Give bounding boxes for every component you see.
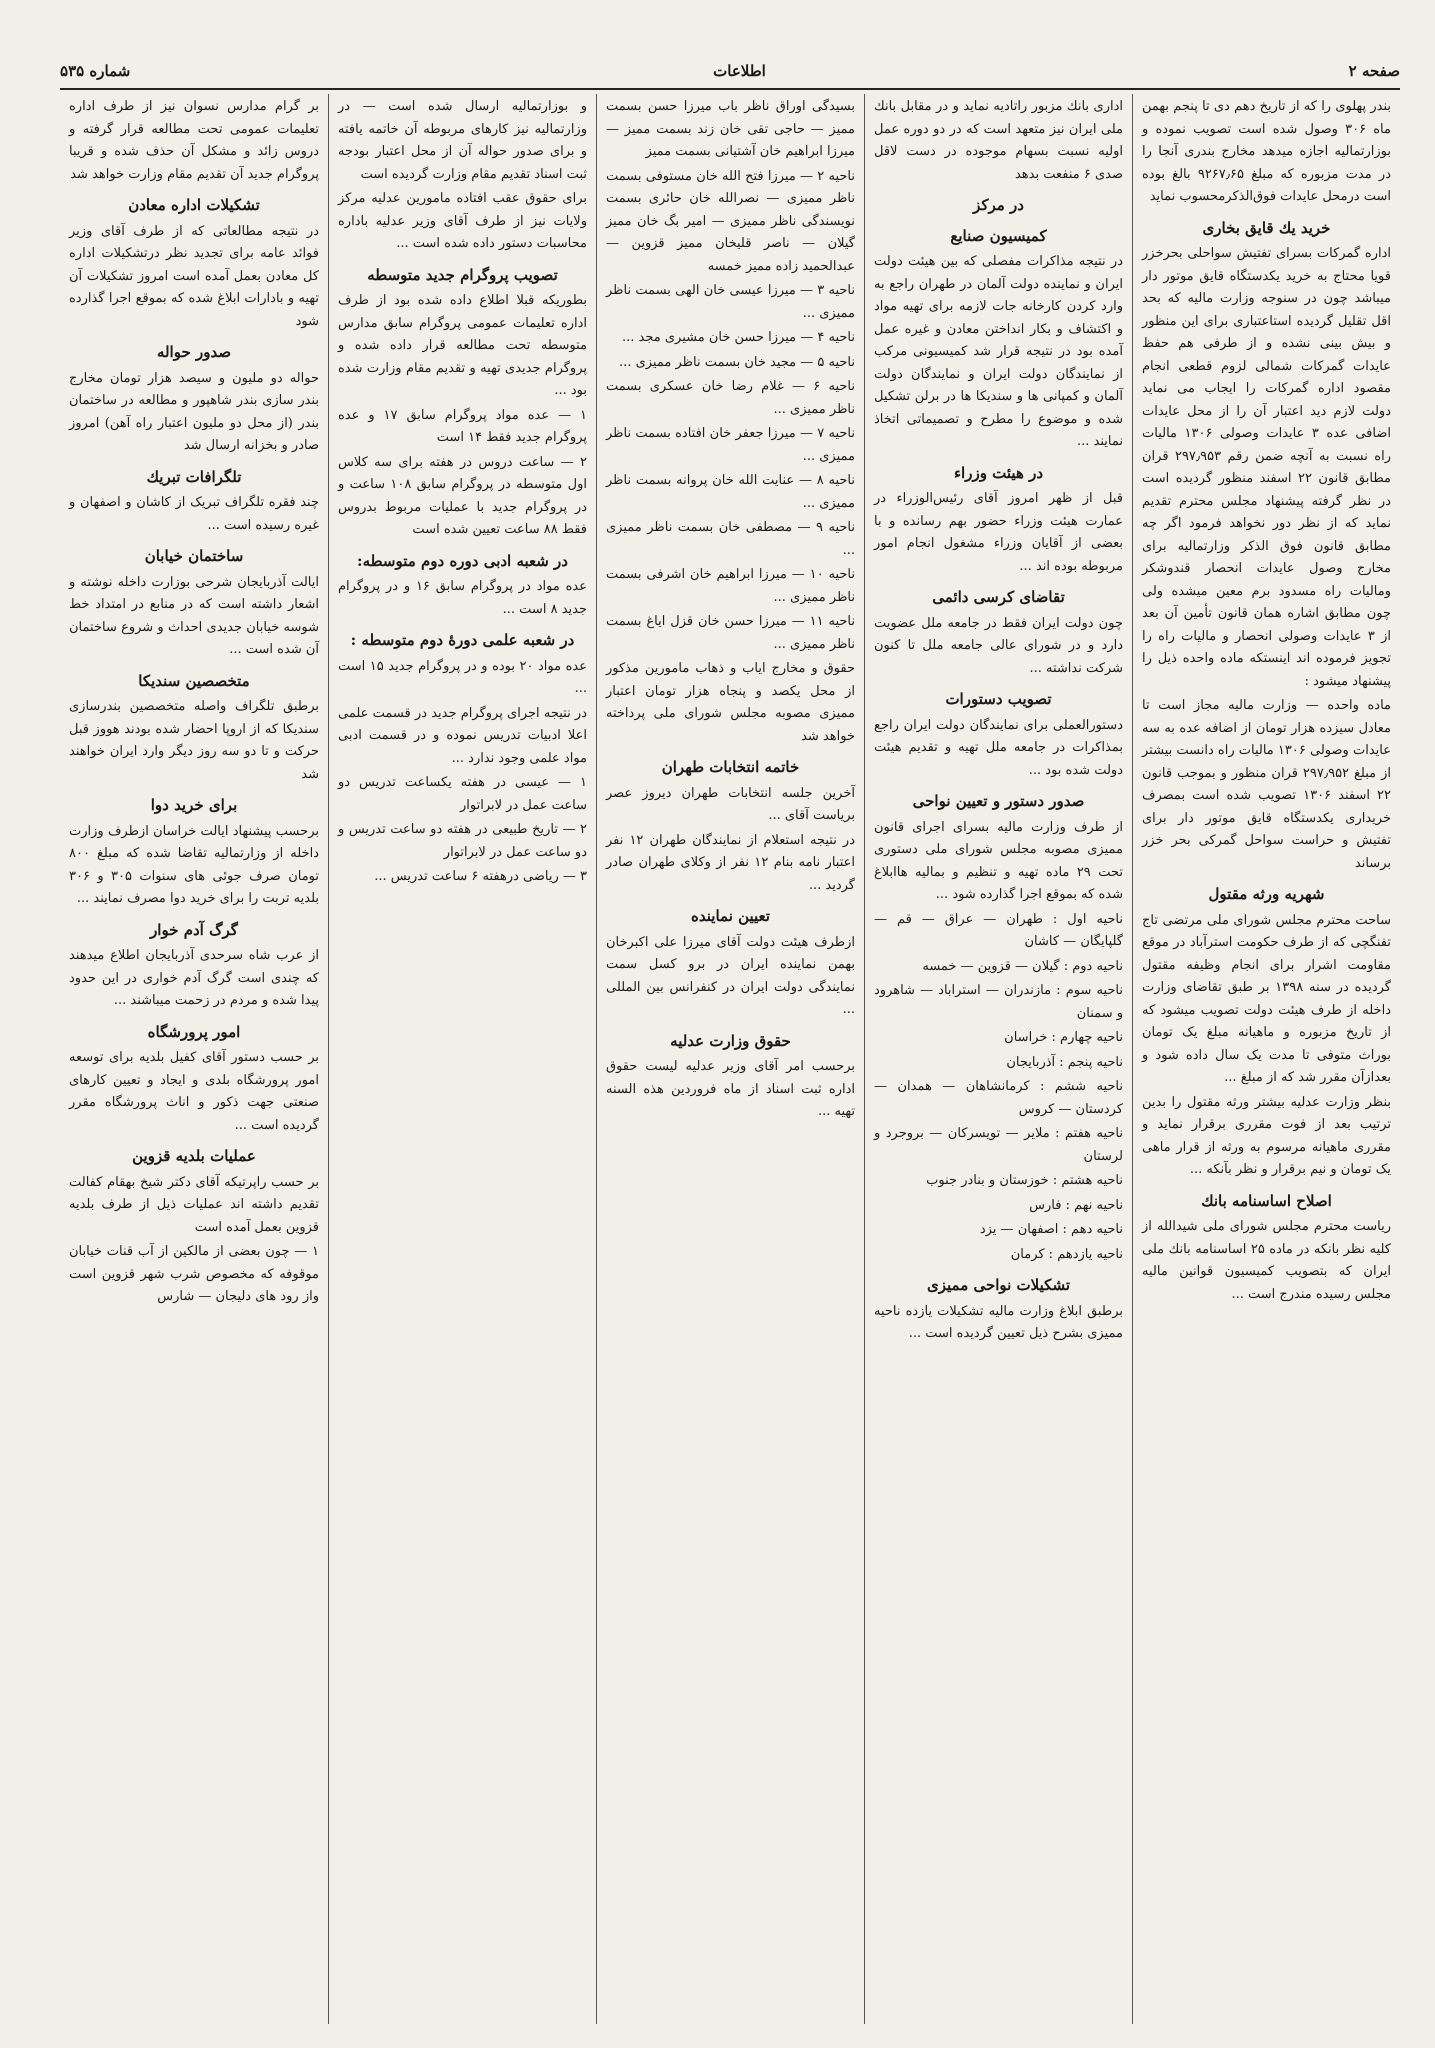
article-paragraph: از عرب شاه سرحدی آذربایجان اطلاع میدهند که چندی است گرگ آدم خواری در این حدود پیدا شده و مردم در زحمت میباشند ... xyxy=(69,948,319,1008)
column-2 xyxy=(864,94,1132,2024)
article-paragraph: بندر پهلوی را كه از تاریخ دهم دی تا پنجم بهمن ماه ۳۰۶ وصول شده است تصویب نموده و بوزارتمالیه اجازه میدهد مخارج بندری آنجا را در مدت مزبوره كه مبلغ ۹۲۶۷٫۶۵ بالغ بوده است درمحل عایدات فوق‌الذكرمحسوب نماید xyxy=(1142,99,1391,204)
column-3 xyxy=(596,94,864,2024)
article-paragraph: برحسب پیشنهاد ایالت خراسان ازطرف وزارت داخله از وزارتمالیه تقاضا شده که مبلغ ۸۰۰ تومان صرف جوئی های سنوات ۳۰۵ و ۳۰۶ بلدیه تربت را برای خرید دوا مصرف نمایند ... xyxy=(69,823,319,906)
article-paragraph: بر گرام مدارس نسوان نیز از طرف اداره تعلیمات عمومی تحت مطالعه قرار گرفته و دروس زائد و مشکل آن حذف شده و قریبا پروگرام جدید آن تقدیم مقام وزارت خواهد شد xyxy=(69,99,319,182)
article-paragraph: ناحیه سوم : مازندران — استراباد — شاهرود و سمنان xyxy=(874,983,1123,1021)
article-paragraph: ناحیه دهم : اصفهان — یزد xyxy=(979,1222,1123,1237)
article-paragraph: بسیدگی اوراق ناظر باب میرزا حسن بسمت ممیز — حاجی تقی خان زند بسمت ممیز — میرزا ابراهیم خان آشتیانی بسمت ممیز xyxy=(606,99,855,159)
article-paragraph: بر حسب دستور آقای کفیل بلدیه برای توسعه امور پرورشگاه بلدی و ایجاد و تعیین کارهای صنعتی جهت ذکور و اناث پرورشگاه مقرر گردیده است ... xyxy=(69,1050,319,1133)
article-heading: خرید یك قایق بخاری xyxy=(1202,218,1331,237)
article-heading: تشکیلات نواحی ممیزی xyxy=(927,1276,1070,1294)
columns-container xyxy=(60,94,1400,2024)
column-1 xyxy=(1132,94,1400,2024)
article-paragraph: ازطرف هیئت دولت آقای میرزا علی اکبرخان بهمن نماینده ایران در برو کسل سمت نمایندگی دولت ایران در کنفرانس بین المللی ... xyxy=(606,934,855,1017)
article-paragraph: از طرف وزارت مالیه بسرای اجرای قانون ممیزی مصوبه مجلس شورای ملی دستوری تحت ۲۹ ماده تهیه و تنظیم و بمالیه هاابلاغ شده که بموقع اجرا گذارده شود ... xyxy=(874,819,1123,902)
paper-title: اطلاعات xyxy=(713,62,766,80)
article-heading: در هیئت وزراء xyxy=(953,463,1043,482)
article-paragraph: ناحیه هشتم : خوزستان و بنادر جنوب xyxy=(926,1173,1123,1188)
article-heading: تعیین نماینده xyxy=(691,907,770,925)
article-paragraph: دستورالعملی برای نمایندگان دولت ایران راجع بمذاکرات در جامعه ملل تهیه و تقدیم هیئت دولت شده بود ... xyxy=(874,717,1123,778)
article-paragraph: ۲ — تاریخ طبیعی در هفته دو ساعت تدریس و دو ساعت عمل در لابراتوار xyxy=(338,822,587,860)
article-paragraph: ناحیه ۹ — مصطفی خان بسمت ناظر ممیزی ... xyxy=(606,520,855,558)
article-paragraph: ناحیه هفتم : ملایر — تویسرکان — بروجرد و لرستان xyxy=(874,1126,1123,1164)
article-heading: برای خرید دوا xyxy=(150,796,238,814)
article-paragraph: ناحیه ۸ — عنایت الله خان پروانه بسمت ناظر ممیزی ... xyxy=(606,473,855,511)
article-paragraph: در نتیجه مذاکرات مفصلی که بین هیئت دولت ایران و نماینده دولت آلمان در طهران راجع به وارد کردن کارخانه جات لازمه برای تهیه مواد و اکتشاف و بکار انداختن معادن و غیره عمل آمده بود در نتیجه قرار شد کمیسیونی مرکب از نمایندگان دولت ایران و نمایندگان دولت آلمان و کمپانی ها و سندیکا ها در برلن تشکیل شده و موضوع را مطرح و تصمیماتی اتخاذ نمایند ... xyxy=(874,254,1123,449)
article-heading: تصویب دستورات xyxy=(945,690,1052,708)
issue-number: شماره ۵۳۵ xyxy=(60,62,131,80)
article-paragraph: ناحیه پنجم : آذربایجان xyxy=(1006,1054,1123,1070)
article-heading: در شعبه علمی دورهٔ دوم متوسطه : xyxy=(350,631,575,649)
article-heading: در شعبه ادبی دوره دوم متوسطه: xyxy=(357,551,568,570)
article-paragraph: ۱ — عیسی در هفته یکساعت تدریس دو ساعت عمل در لابراتوار xyxy=(338,775,587,813)
article-heading: در مرکز xyxy=(973,196,1024,214)
article-paragraph: بر حسب راپرتیکه آقای دکتر شیخ بهقام کفالت تقدیم داشته اند عملیات ذیل از طرف بلدیه قزوین بعمل آمده است xyxy=(69,1174,319,1235)
article-paragraph: و بوزارتمالیه ارسال شده است — در وزارتمالیه نیز کارهای مربوطه آن خاتمه یافته و برای صدور حواله آن از محل اعتبار بودجه ثبت اسناد تقدیم مقام وزارت گردیده است xyxy=(338,99,587,182)
article-heading: عملیات بلدیه قزوین xyxy=(132,1147,256,1165)
article-paragraph: چون دولت ایران فقط در جامعه ملل عضویت دارد و در شورای عالی جامعه ملل تا کنون شرکت نداشته ... xyxy=(874,615,1123,676)
article-heading: تصویب پروگرام جدید متوسطه xyxy=(367,265,558,284)
article-paragraph: ناحیه ۳ — میرزا عیسی خان الهی بسمت ناظر ممیزی ... xyxy=(606,283,855,321)
article-heading: تقاضای کرسی دائمی xyxy=(932,588,1065,606)
article-paragraph: در نتیجه استعلام از نمایندگان طهران ۱۲ نفر اعتبار نامه بنام ۱۲ نفر از وکلای طهران صادر گردید ... xyxy=(606,832,855,893)
article-paragraph: ناحیه ۵ — مجید خان بسمت ناظر ممیزی ... xyxy=(619,354,855,370)
article-paragraph: ناحیه ۲ — میرزا فتح الله خان مستوفی بسمت ناظر ممیزی — نصرالله خان حائری بسمت نویسندگی ناظر ممیزی — امیر بگ خان ممیز گیلان — ناصر قلیخان ممیز قزوین — عبدالحمید زاده ممیز خمسه xyxy=(606,168,855,274)
article-heading: کمیسیون صنایع xyxy=(950,226,1047,245)
article-heading: گرگ آدم خوار xyxy=(150,920,238,939)
article-heading: حقوق وزارت عدلیه xyxy=(670,1031,791,1050)
column-4 xyxy=(328,94,596,2024)
article-paragraph: ساحت محترم مجلس شورای ملی مرتضی تاج تفنگچی که از طرف حکومت استرآباد در موقع مقاومت اشرار برای انجام وظیفه مقتول گردیده در سنه ۱۳۹۸ بر طبق تقاضای وزارت داخله از طرف هیئت دولت تصویب میشود که از تاریخ مزبوره و ماهیانه مبلغ یک تومان بوراث متوفی تا مدت یک سال داده شود و بعدازآن مقرر شد که از مبلغ ... xyxy=(1142,912,1391,1085)
article-paragraph: ناحیه ۶ — غلام رضا خان عسکری بسمت ناظر ممیزی ... xyxy=(606,379,855,417)
article-paragraph: برحسب امر آقای وزیر عدلیه لیست حقوق اداره ثبت اسناد از ماه فروردین هذه السنه تهیه ... xyxy=(606,1059,855,1119)
article-paragraph: اداره گمرکات بسرای تفتیش سواحلی بحرخزر قویا محتاج به خرید یکدستگاه قایق موتور دار میباشد چون در سنوجه وزارت مالیه که بحد اقل تقلیل گردیده استاعتباری برای این منظور و بیش بینی نشده و از طرفی هم حفظ عایدات گمرکات شمالی لزوم قطعی انجام مقصود اداره گمرکات را ایجاب می نماید دولت لازم دید اعتبار آن را از محل عایدات اضافی عده ۳ عایدات وصولی ۱۳۰۶ مالیات راه نسبت به آنچه ضمن رقم ۲۹۷٫۹۵۳ قران مطابق قانون ۲۲ اسفند منظور گردیده است در نظر گرفته پیشنهاد مجلس محترم تقدیم نماید که از نظر دور نخواهد فرمود اگر چه مطابق قانون فوق الذکر وزارتمالیه برای مخارج وصول عایدات انحصار قندوشکر ومالیات راه مسدود برم معین میشده ولی چون مطابق اشاره همان قانون تأمین آن بعد از ۳ عایدات وصولی انحصار و مالیات راه را تجویز فرموده اند اینستکه ماده واحده ذیل را پیشنهاد میشود : xyxy=(1142,246,1391,689)
article-paragraph: برای حقوق عقب افتاده مامورین عدلیه مرکز ولایات نیز از طرف آقای وزیر عدلیه باداره محاسبات دستور داده شده است ... xyxy=(338,191,587,251)
article-paragraph: ناحیه اول : طهران — عراق — قم — گلپایگان — کاشان xyxy=(874,911,1123,949)
article-paragraph: ۱ — چون بعضی از مالکین از آب قنات خیابان موقوفه که مخصوص شرب شهر قزوین است واز رود های دلیجان — شارس xyxy=(69,1244,319,1304)
article-paragraph: ناحیه ۱۰ — میرزا ابراهیم خان اشرفی بسمت ناظر ممیزی ... xyxy=(606,567,855,605)
article-paragraph: ناحیه ششم : کرمانشاهان — همدان — کردستان — کروس xyxy=(874,1079,1123,1117)
article-heading: تلگرافات تبریك xyxy=(146,467,242,486)
article-paragraph: ناحیه چهارم : خراسان xyxy=(1004,1030,1123,1045)
article-heading: تشکیلات اداره معادن xyxy=(128,196,260,214)
article-paragraph: حقوق و مخارج ایاب و ذهاب مامورین مذکور از محل یکصد و پنجاه هزار تومان اعتبار ممیزی مصوبه مجلس شورای ملی پرداخته خواهد شد xyxy=(606,661,855,744)
article-paragraph: بنظر وزارت عدلیه بیشتر ورثه مقتول را بدین ترتیب بعد از فوت مقرری برقرار نماید و مقرری ماهیانه مرسوم به ورثه از قرار ماهی یک تومان و نیم برقرار و نظر بآنکه ... xyxy=(1142,1094,1391,1177)
column-5 xyxy=(60,94,328,2024)
article-paragraph: چند فقره تلگراف تبریک از کاشان و اصفهان و غیره رسیده است ... xyxy=(69,495,319,533)
article-paragraph: آخرین جلسه انتخابات طهران دیروز عصر بریاست آقای ... xyxy=(606,785,855,823)
article-paragraph: ناحیه یازدهم : کرمان xyxy=(1010,1246,1123,1262)
article-heading: ساختمان خیابان xyxy=(144,547,244,565)
article-paragraph: ۲ — ساعت دروس در هفته برای سه کلاس اول متوسطه در پروگرام سابق ۱۰۸ ساعت و در پروگرام جدید با عملیات مربوط بدروس فقط ۸۸ ساعت تعیین شده است xyxy=(338,454,587,537)
article-paragraph: ایالت آذربایجان شرحی بوزارت داخله نوشته و اشعار داشته است که در منابع در امتداد خط شوسه خیابان جدیدی احداث و شروع ساختمان آن شده است ... xyxy=(69,574,319,657)
article-paragraph: ۳ — ریاضی درهفته ۶ ساعت تدریس ... xyxy=(374,869,587,884)
article-paragraph: در نتیجه مطالعاتی که از طرف آقای وزیر فوائد عامه برای تجدید نظر درتشکیلات اداره کل معادن بعمل آمده است امروز تشکیلات آن تهیه و بادارات ابلاغ شده که بموقع اجرا گذارده شود xyxy=(69,223,319,329)
article-heading: صدور دستور و تعیین نواحی xyxy=(912,792,1085,810)
article-heading: شهریه ورثه مقتول xyxy=(1208,885,1325,903)
article-paragraph: ناحیه ۴ — میرزا حسن خان مشیری مجد ... xyxy=(622,330,855,345)
article-heading: امور پرورشگاه xyxy=(147,1022,241,1041)
header-rule xyxy=(60,88,1400,90)
article-paragraph: بطوریکه قبلا اطلاع داده شده بود از طرف اداره تعلیمات عمومی پروگرام سابق مدارس متوسطه تحت مطالعه قرار داده شده و پروگرام جدیدی تهیه و تقدیم مقام وزارت شده بود ... xyxy=(338,293,587,398)
article-heading: خاتمه انتخابات طهران xyxy=(661,758,800,776)
article-heading: متخصصین سندیکا xyxy=(138,671,250,690)
article-paragraph: برطبق تلگراف واصله متخصصین بندرسازی سندیکا که از اروپا احضار شده بودند هووز قبل حرکت و تا دو سه روز دیگر وارد ایران خواهند شد xyxy=(69,699,319,782)
article-paragraph: در نتیجه اجرای پروگرام جدید در قسمت علمی اعلا ادبیات تدریس نموده و در قسمت ادبی مواد علمی وجود ندارد ... xyxy=(338,705,587,766)
article-paragraph: ناحیه دوم : گیلان — قزوین — خمسه xyxy=(922,958,1123,974)
article-heading: صدور حواله xyxy=(156,343,232,361)
article-paragraph: عده مواد ۲۰ بوده و در پروگرام جدید ۱۵ است ... xyxy=(338,658,588,696)
article-paragraph: برطبق ابلاغ وزارت مالیه تشکیلات یازده ناحیه ممیزی بشرح ذیل تعیین گردیده است ... xyxy=(874,1303,1123,1341)
article-paragraph: ریاست محترم مجلس شورای ملی شیدالله از كلیه نظر بانكه در ماده ۲۵ اساسنامه بانك ملی ایران كه بتصویب كمیسیون قوانین مالیه مجلس رسیده مندرج است ... xyxy=(1142,1219,1391,1302)
article-paragraph: ۱ — عده مواد پروگرام سابق ۱۷ و عده پروگرام جدید فقط ۱۴ است xyxy=(338,407,587,445)
article-paragraph: ناحیه ۱۱ — میرزا حسن خان قزل ایاغ بسمت ناظر ممیزی ... xyxy=(606,614,856,652)
article-paragraph: ماده واحده — وزارت مالیه مجاز است تا معادل سیزده هزار تومان از اضافه عده به سه عایدات وصولی ۱۳۰۶ مالیات راه دانست بیشتر از مبلغ ۲۹۷٫۹۵۲ قران منظور و بموجب قانون ۲۲ اسفند ۱۳۰۶ تصویب شده است بمصرف خریداری یکدستگاه قایق موتور دار برای تفتیش و حراست سواحل گمرکی بحر خزر برساند xyxy=(1142,698,1391,871)
article-paragraph: حواله دو ملیون و سیصد هزار تومان مخارج بندر سازی بندر شاهپور و مطالعه در ساختمان بندر (از محل دو ملیون اعتبار راه آهن) امروز صادر و بخزانه ارسال شد xyxy=(69,370,319,453)
article-paragraph: ناحیه ۷ — میرزا جعفر خان افتاده بسمت ناظر ممیزی ... xyxy=(606,426,855,464)
page-number: صفحه ۲ xyxy=(1348,62,1400,80)
page-header xyxy=(60,58,1400,84)
article-paragraph: اداری بانك مزبور راتادیه نماید و در مقابل بانك ملی ایران نیز متعهد است كه در دو دوره عمل اولیه نسبت بسهام موجوده در دست لاقل صدی ۶ منفعت بدهد xyxy=(874,99,1123,182)
article-paragraph: عده مواد در پروگرام سابق ۱۶ و در پروگرام جدید ۸ است ... xyxy=(338,579,587,617)
article-paragraph: ناحیه نهم : فارس xyxy=(1029,1197,1123,1213)
article-paragraph: قبل از ظهر امروز آقای رئیس‌الوزراء در عمارت هیئت وزراء حضور بهم رسانده و با بعضی از آقایان وزراء مشغول انجام امور مربوطه بوده اند ... xyxy=(874,491,1123,574)
article-heading: اصلاح اساسنامه بانك xyxy=(1201,1191,1332,1210)
